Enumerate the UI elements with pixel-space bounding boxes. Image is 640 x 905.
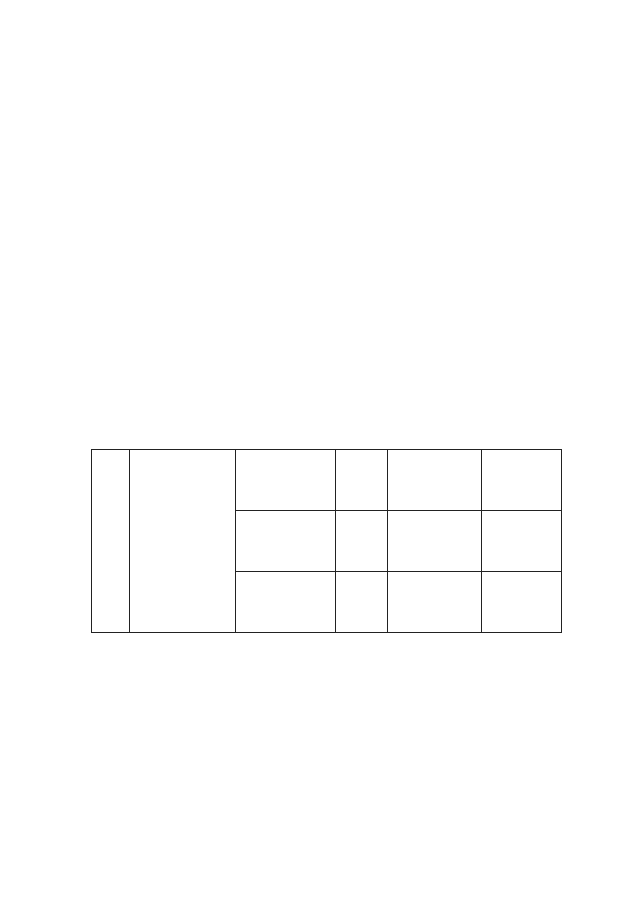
table-cell-source	[388, 450, 482, 511]
table-cell-activity-name	[130, 450, 236, 633]
table-cell-years	[336, 572, 388, 633]
table-cell-executor	[236, 511, 336, 572]
table-cell-source	[388, 511, 482, 572]
table-cell-amount	[482, 450, 562, 511]
table-cell-years	[336, 450, 388, 511]
table-cell-executor	[236, 450, 336, 511]
program-table	[91, 449, 562, 633]
table-cell-amount	[482, 572, 562, 633]
table-cell-number	[92, 450, 130, 633]
table-row	[92, 450, 562, 511]
table-cell-amount	[482, 511, 562, 572]
table-cell-years	[336, 511, 388, 572]
table-cell-executor	[236, 572, 336, 633]
table-cell-source	[388, 572, 482, 633]
